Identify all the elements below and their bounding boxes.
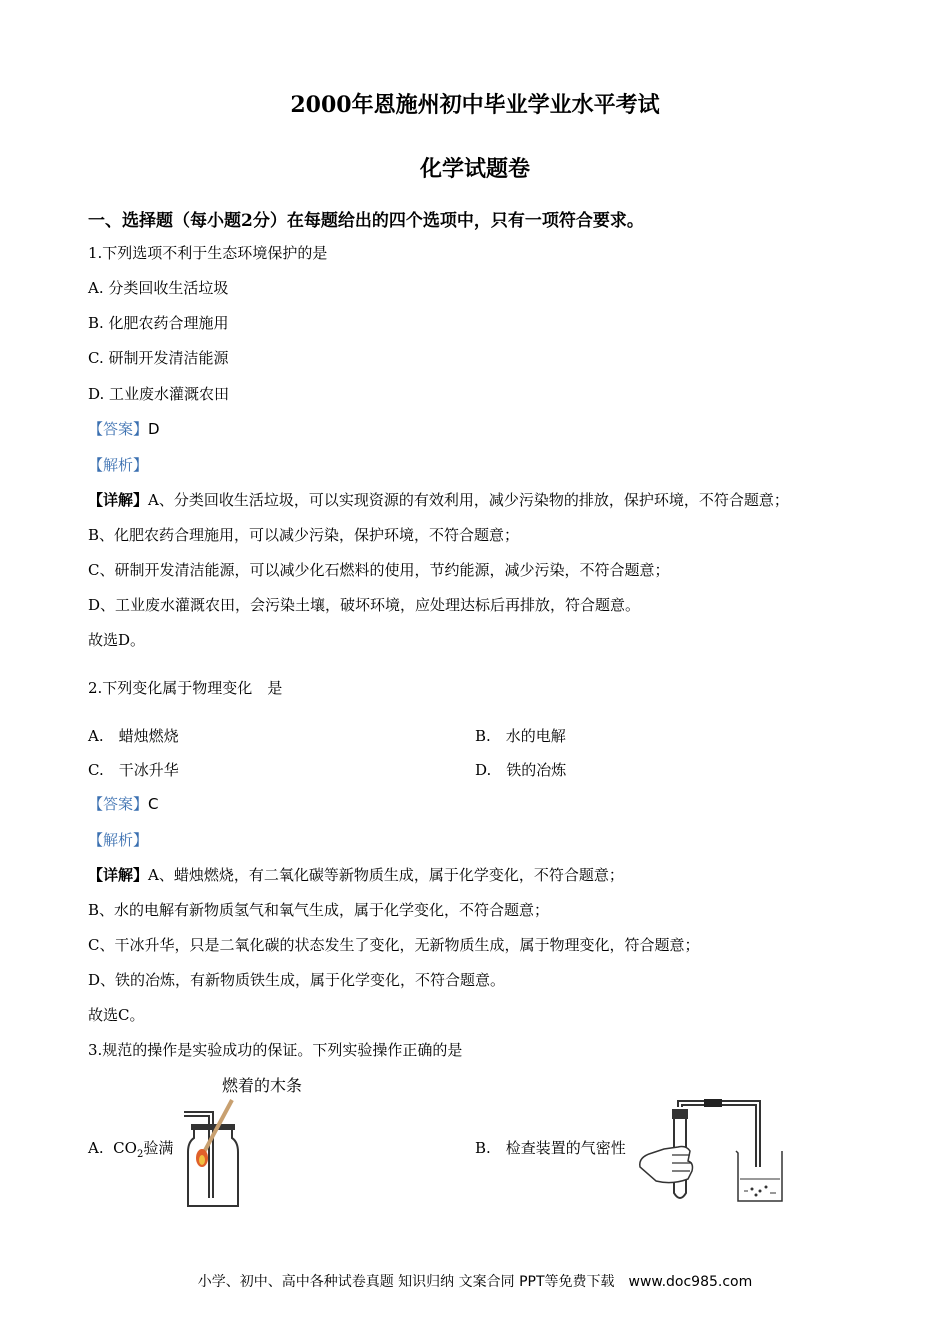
exam-subtitle: 化学试题卷 [419, 156, 530, 182]
exam-title: 2000年恩施州初中毕业学业水平考试 [290, 92, 660, 118]
q2-detail-label: 【详解】 [88, 866, 149, 884]
q2-option-d: D. 铁的冶炼 [475, 761, 567, 779]
q1-option-d: D. 工业废水灌溉农田 [88, 385, 230, 403]
q3-option-a-formula: CO [113, 1139, 137, 1157]
q1-option-b: B. 化肥农药合理施用 [88, 314, 229, 332]
page-footer: 小学、初中、高中各种试卷真题 知识归纳 文案合同 PPT等免费下载 www.doc985.com [197, 1274, 753, 1290]
q3-option-a-subscript: 2 [136, 1149, 144, 1160]
q1-detail-label: 【详解】 [88, 491, 149, 509]
gas-bottle-figure [180, 1098, 250, 1210]
q3-option-a-text: 验满 [143, 1139, 174, 1157]
q2-answer-value: C [148, 795, 159, 813]
q1-detail-line-4: D、工业废水灌溉农田，会污染土壤，破坏环境，应处理达标后再排放，符合题意。 [88, 596, 641, 614]
q1-answer-label: 【答案】 [88, 420, 149, 438]
q2-stem: 2.下列变化属于物理变化 是 [88, 679, 283, 697]
q1-stem: 1.下列选项不利于生态环境保护的是 [88, 244, 328, 262]
airtightness-check-figure [632, 1095, 784, 1207]
q1-detail-line-2: B、化肥农药合理施用，可以减少污染，保护环境，不符合题意； [88, 526, 520, 544]
q2-detail-line-1 [88, 864, 624, 885]
q1-conclusion: 故选D。 [88, 631, 146, 649]
q1-option-c: C. 研制开发清洁能源 [88, 349, 229, 367]
q2-option-c: C. 干冰升华 [88, 761, 179, 779]
q1-detail-line-3: C、研制开发清洁能源，可以减少化石燃料的使用，节约能源，减少污染，不符合题意； [88, 561, 670, 579]
q3-option-a-letter: A. [88, 1139, 104, 1157]
q2-detail-line-3: C、干冰升华，只是二氧化碳的状态发生了变化，无新物质生成，属于物理变化，符合题意； [88, 936, 700, 954]
q2-detail-line-2: B、水的电解有新物质氢气和氧气生成，属于化学变化，不符合题意； [88, 901, 550, 919]
q2-detail-line-4: D、铁的冶炼，有新物质铁生成，属于化学变化，不符合题意。 [88, 971, 506, 989]
section-heading: 一、选择题（每小题2分）在每题给出的四个选项中，只有一项符合要求。 [88, 211, 644, 231]
q2-detail-text-1: A、蜡烛燃烧，有二氧化碳等新物质生成，属于化学变化，不符合题意； [148, 866, 624, 884]
q1-answer [88, 418, 160, 439]
q3-stem: 3.规范的操作是实验成功的保证。下列实验操作正确的是 [88, 1041, 463, 1059]
q3-figure-a-caption: 燃着的木条 [222, 1076, 303, 1095]
q2-answer [88, 793, 159, 814]
q1-detail-text-1: A、分类回收生活垃圾，可以实现资源的有效利用，减少污染物的排放，保护环境，不符合题意； [148, 491, 789, 509]
q1-analysis-label: 【解析】 [88, 456, 149, 474]
q2-analysis-label: 【解析】 [88, 831, 149, 849]
q1-answer-value: D [148, 420, 160, 438]
q2-conclusion: 故选C。 [88, 1006, 145, 1024]
q2-option-b: B. 水的电解 [475, 727, 566, 745]
q3-option-a [88, 1137, 173, 1160]
q2-answer-label: 【答案】 [88, 795, 149, 813]
q1-option-a: A. 分类回收生活垃圾 [88, 279, 229, 297]
q3-option-b: B. 检查装置的气密性 [475, 1139, 626, 1157]
q2-option-a: A. 蜡烛燃烧 [88, 727, 179, 745]
q1-detail-line-1 [88, 489, 789, 510]
